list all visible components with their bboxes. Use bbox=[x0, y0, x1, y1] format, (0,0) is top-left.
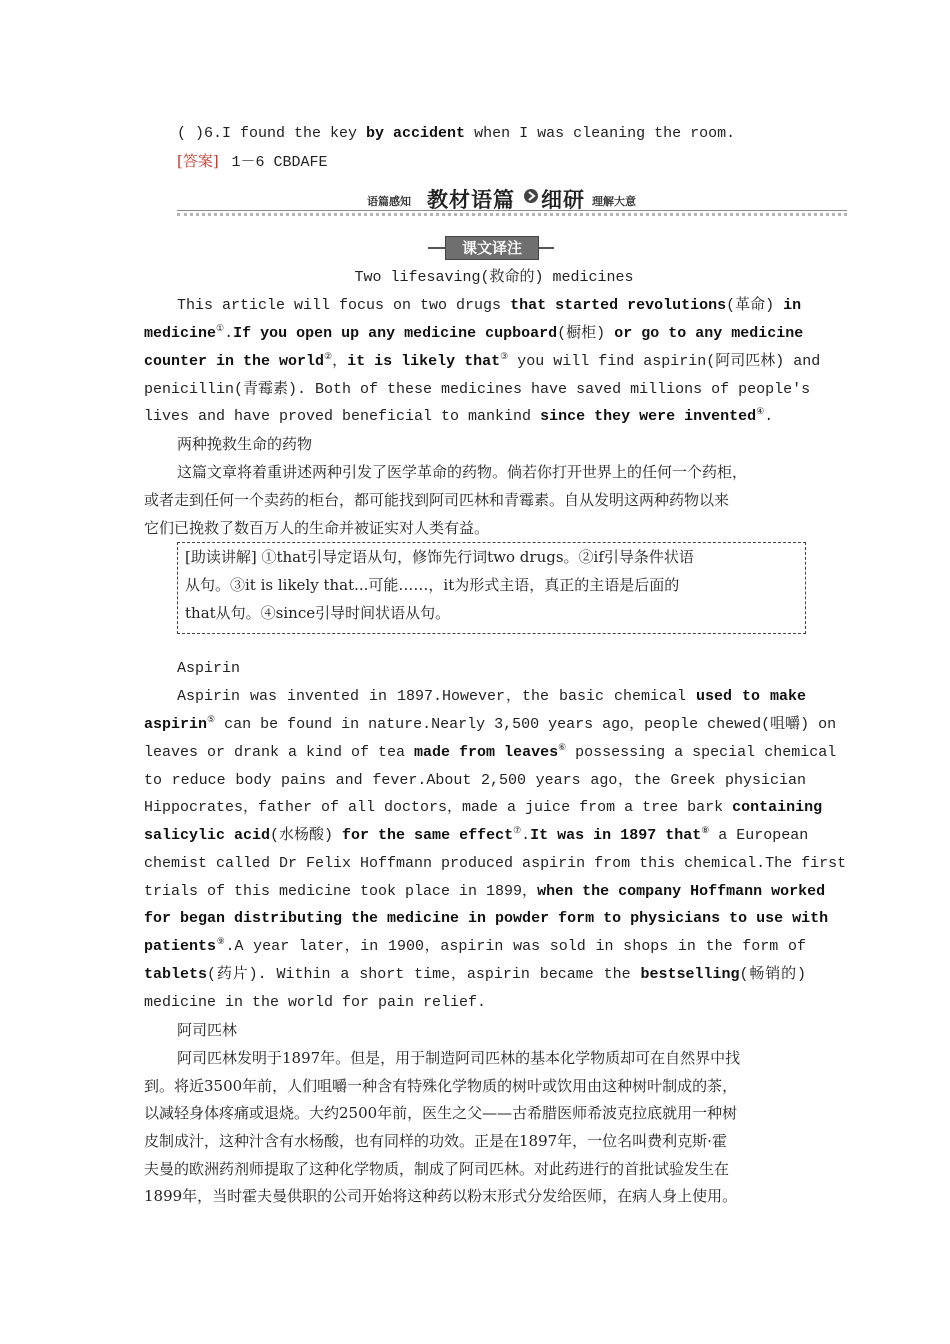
banner-divider bbox=[177, 210, 847, 211]
p1-line-2: medicine①.If you open up any medicine cupboard(橱柜) or go to any medicine bbox=[144, 324, 804, 342]
p2-cn-title: 阿司匹林 bbox=[177, 1021, 238, 1039]
p2-line-2: aspirin⑤ can be found in nature.Nearly 3,500 years ago，people chewed(咀嚼) on bbox=[144, 715, 837, 733]
section-label bbox=[428, 236, 554, 260]
chevron-icon bbox=[523, 188, 539, 204]
p2-cn-line-3: 以减轻身体疼痛或退烧。大约2500年前，医生之父——古希腊医师希波克拉底就用一种树 bbox=[144, 1104, 738, 1122]
p1-cn-line-2: 或者走到任何一个卖药的柜台，都可能找到阿司匹林和青霉素。自从发明这两种药物以来 bbox=[144, 491, 730, 509]
p2-line-12: medicine in the world for pain relief. bbox=[144, 994, 487, 1011]
p1-cn-line-1: 这篇文章将着重讲述两种引发了医学革命的药物。倘若你打开世界上的任何一个药柜， bbox=[177, 463, 748, 481]
answer-label: [答案] bbox=[177, 152, 219, 170]
p1-line-5: lives and have proved beneficial to mankind since they were invented④. bbox=[144, 407, 774, 425]
banner-right-caption: 理解大意 bbox=[592, 195, 636, 208]
question-keyphrase: by accident bbox=[366, 125, 466, 142]
note-line-3: that从句。④since引导时间状语从句。 bbox=[185, 604, 451, 622]
answer-blank: ( )6. bbox=[177, 125, 223, 142]
p2-line-7: chemist called Dr Felix Hoffmann produced aspirin from this chemical.The first bbox=[144, 855, 847, 872]
p2-cn-line-4: 皮制成汁，这种汁含有水杨酸，也有同样的功效。正是在1897年，一位名叫费利克斯·霍 bbox=[144, 1132, 727, 1150]
p2-line-10: patients⑨.A year later，in 1900，aspirin was sold in shops in the form of bbox=[144, 937, 806, 955]
question-text: I found the key bbox=[222, 125, 367, 142]
section-banner bbox=[177, 182, 847, 216]
p1-line-4: penicillin(青霉素). Both of these medicines have saved millions of people's bbox=[144, 381, 811, 398]
p2-line-4: to reduce body pains and fever.About 2,500 years ago，the Greek physician bbox=[144, 772, 806, 789]
p1-line-3: counter in the world②，it is likely that③ you will find aspirin(阿司匹林) and bbox=[144, 352, 821, 370]
p2-line-1: Aspirin was invented in 1897.However，the basic chemical used to make bbox=[177, 688, 806, 705]
p1-cn-line-3: 它们已挽救了数百万人的生命并被证实对人类有益。 bbox=[144, 519, 490, 537]
p1-line-1: This article will focus on two drugs that started revolutions(革命) in bbox=[177, 297, 802, 314]
answer-value: 1－6 CBDAFE bbox=[231, 154, 328, 171]
answer-line bbox=[177, 151, 477, 173]
p2-line-8: trials of this medicine took place in 1899，when the company Hoffmann worked bbox=[144, 883, 826, 900]
note-line-1: [助读讲解] ①that引导定语从句，修饰先行词two drugs。②if引导条件状语 bbox=[185, 548, 694, 566]
p2-cn-line-1: 阿司匹林发明于1897年。但是，用于制造阿司匹林的基本化学物质却可在自然界中找 bbox=[177, 1049, 741, 1067]
exercise-question-6 bbox=[177, 124, 737, 144]
banner-title-part2: 细研 bbox=[541, 188, 585, 212]
p2-cn-line-5: 夫曼的欧洲药剂师提取了这种化学物质，制成了阿司匹林。对此药进行的首批试验发生在 bbox=[144, 1160, 730, 1178]
p2-line-3: leaves or drank a kind of tea made from leaves⑥ possessing a special chemical bbox=[144, 743, 837, 761]
p2-line-11: tablets(药片). Within a short time，aspirin became the bestselling(畅销的) bbox=[144, 966, 806, 983]
p2-line-6: salicylic acid(水杨酸) for the same effect⑦.It was in 1897 that⑧ a European bbox=[144, 826, 809, 844]
p2-line-5: Hippocrates，father of all doctors，made a juice from a tree bark containing bbox=[144, 799, 823, 816]
passage-title: Two lifesaving(救命的) medicines bbox=[354, 269, 634, 286]
banner-dotted-divider bbox=[177, 213, 847, 216]
aspirin-heading: Aspirin bbox=[177, 660, 241, 677]
banner-title-part1: 教材语篇 bbox=[427, 188, 515, 212]
question-text: when I was cleaning the room. bbox=[465, 125, 736, 142]
p2-line-9: for began distributing the medicine in powder form to physicians to use with bbox=[144, 910, 829, 927]
p1-cn-title: 两种挽救生命的药物 bbox=[177, 435, 313, 453]
banner-left-caption: 语篇感知 bbox=[367, 195, 411, 208]
label-text: 课文译注 bbox=[445, 236, 539, 260]
note-line-2: 从句。③it is likely that...可能……，it为形式主语，真正的主语是后面的 bbox=[185, 576, 680, 594]
p2-cn-line-6: 1899年，当时霍夫曼供职的公司开始将这种药以粉末形式分发给医师，在病人身上使用。 bbox=[144, 1187, 738, 1205]
p2-cn-line-2: 到。将近3500年前，人们咀嚼一种含有特殊化学物质的树叶或饮用由这种树叶制成的茶， bbox=[144, 1077, 738, 1095]
